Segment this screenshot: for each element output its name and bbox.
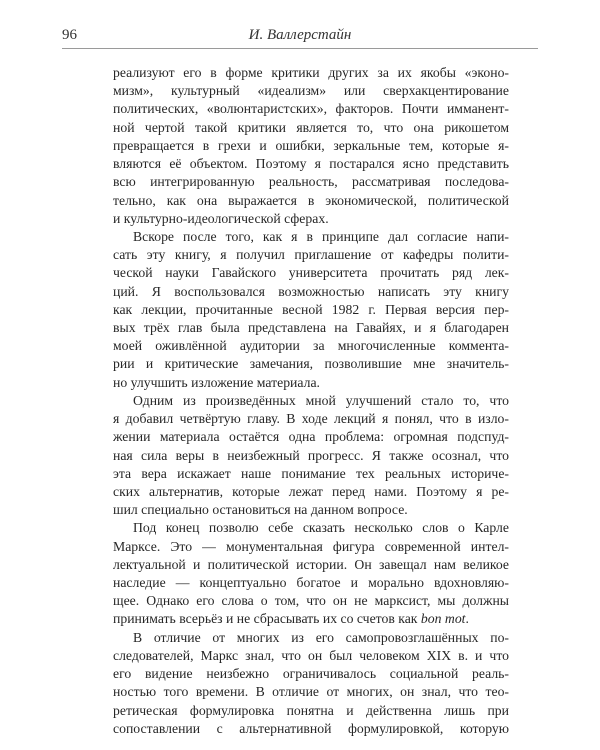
text-line: как лекции, прочитанные весной 1982 г. Первая версия пер- [113,301,509,317]
text-line: превращается в грехи и ошибки, зеркальные тем, которые я- [113,137,509,153]
text-line: Марксе. Это — монументальная фигура современной интел- [113,538,509,554]
text-line: его видение неизбежно ограничивалось социальной реаль- [113,666,509,682]
text-line: моей оживлённой аудитории за многочисленные коммента- [113,338,509,354]
page-number: 96 [62,27,77,43]
running-head: И. Валлерстайн [248,27,352,43]
text-line: жении материала остаётся одна проблема: огромная подспуд- [113,429,509,445]
text-line: я добавил четвёртую главу. В ходе лекций я понял, что в изло- [113,411,509,427]
text-line: вляются её объектом. Поэтому я постарался ясно представить [113,156,509,172]
paragraph-first-line: В отличие от многих из его самопровозглашённых по- [133,629,509,645]
text-line: но улучшить изложение материала. [113,374,320,390]
text-line: всю интегрированную реальность, рассматривая последова- [113,174,509,190]
text-line: ских альтернатив, которые лежат перед нами. Поэтому я ре- [113,483,509,499]
text-line: ностью того времени. В отличие от многих, он знал, что тео- [113,684,509,700]
text-line: лектуальной и политической истории. Он завещал нам великое [113,556,509,572]
text-line-main: принимать всерьёз и не сбрасывать их со счетов как [113,611,418,627]
text-line: шил специально остановиться на данном вопросе. [113,502,408,518]
text-line: следователей, Маркс знал, что он был человеком XIX в. и что [113,647,509,663]
text-line: рии и критические замечания, позволившие мне значитель- [113,356,509,372]
text-line: ная сила веры в неизбежный прогресс. Я также осознал, что [113,447,509,463]
text-line: ческой науки Гавайского университета прочитать ряд лек- [113,265,509,281]
text-line: щее. Однако его слова о том, что он не марксист, мы должны [113,593,509,609]
text-line: ретическая формулировка понятна и действенна лишь при [113,702,509,718]
text-line: реализуют его в форме критики других за их якобы «эконо- [113,65,509,80]
text-line: сопоставлении с альтернативной формулировкой, которую [113,720,509,736]
text-line: эта вера искажает наше понимание тех реальных историче- [113,465,509,481]
text-line: ной чертой такой критики является то, что она рикошетом [113,119,509,135]
paragraph-first-line: Одним из произведённых мной улучшений стало то, что [133,392,509,408]
text-line: вых трёх глав была представлена на Гавайях, и я благодарен [113,320,509,336]
text-line: тельно, как она выражается в экономической, политической [113,192,509,208]
text-line: и культурно-идеологической сферах. [113,210,329,226]
text-line: принимать всерьёз и не сбрасывать их со счетов как bon mot. [113,611,469,627]
paragraph-first-line: Под конец позволю себе сказать несколько слов о Карле [133,520,509,536]
text-line: наследие — концептуально богатое и морально вдохновляю- [113,575,509,591]
page-header [62,24,538,49]
paragraph-first-line: Вскоре после того, как я в принципе дал согласие напи- [133,228,509,244]
italic-phrase: bon mot [420,611,466,627]
text-line: мизм», культурный «идеализм» или сверхакцентирование [113,83,509,99]
text-line: политических, «волюнтаристских», факторов. Почти имманент- [113,101,509,117]
text-line: ций. Я воспользовался возможностью написать эту книгу [113,283,509,299]
text-line: сать эту книгу, я получил приглашение от кафедры полити- [113,247,509,263]
